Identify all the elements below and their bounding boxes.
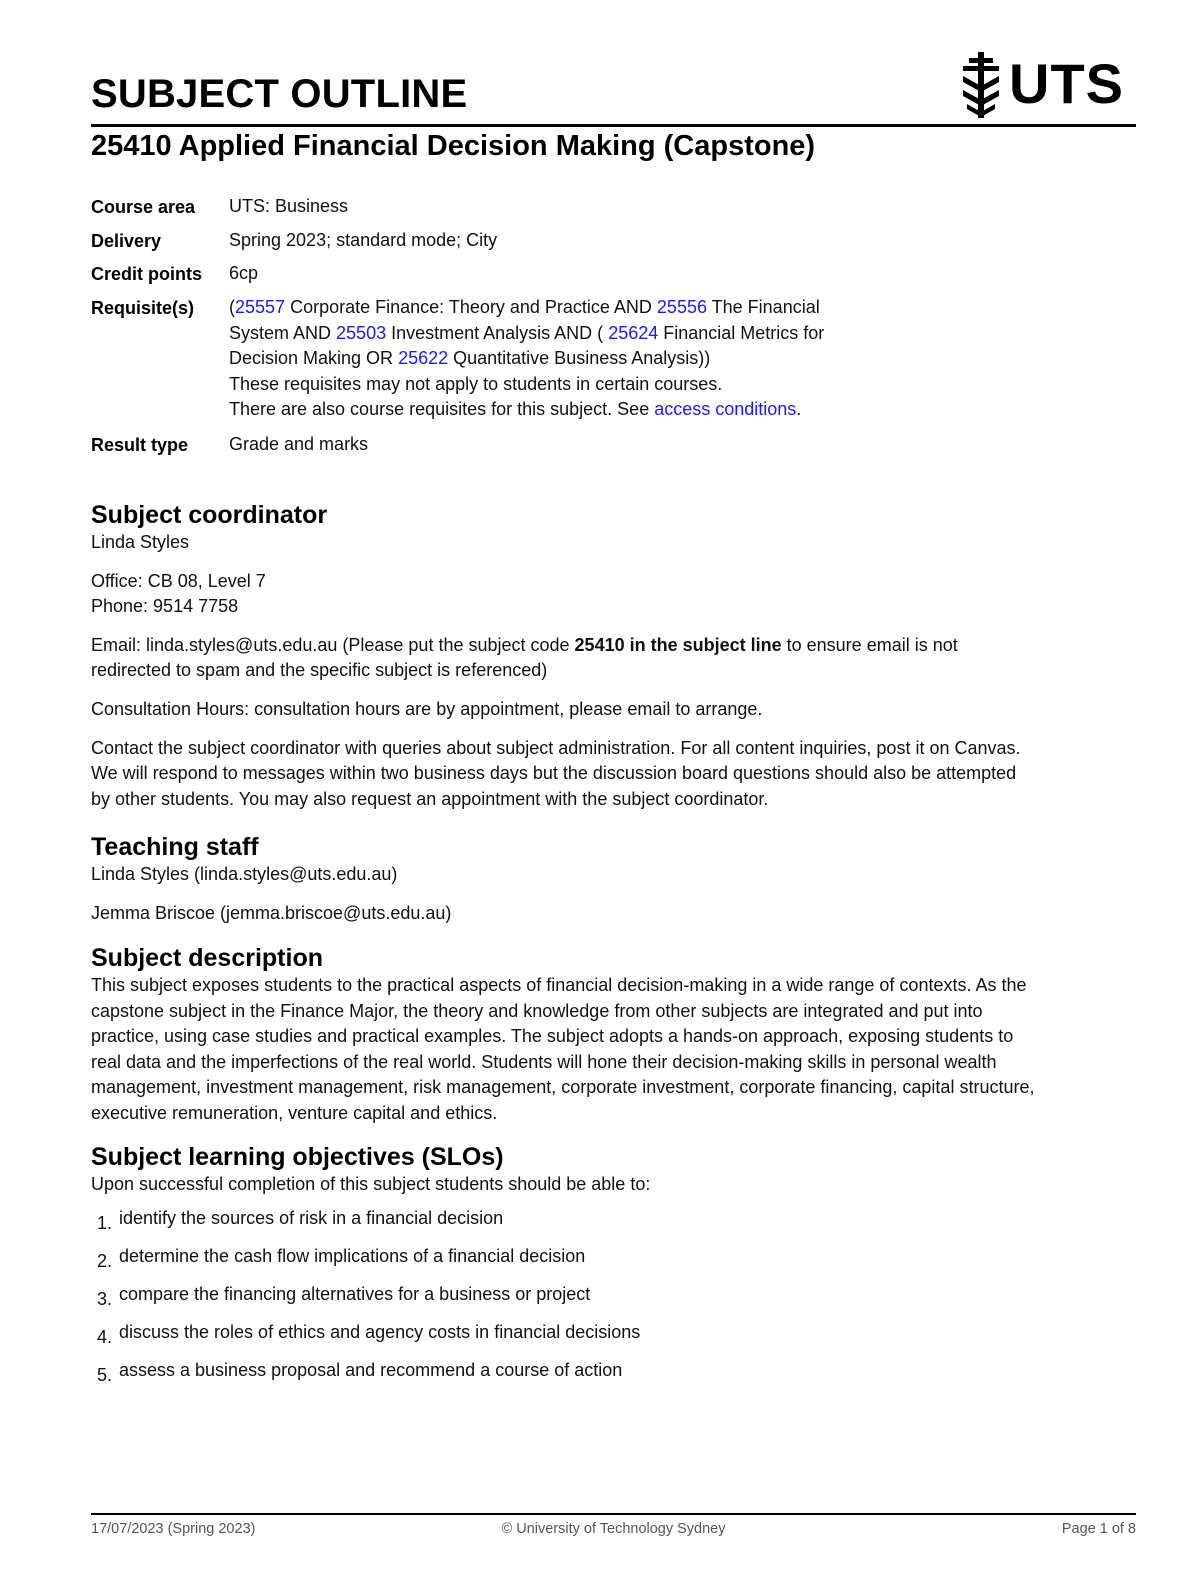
coordinator-phone: Phone: 9514 7758 xyxy=(91,596,239,617)
requisite-link-25556[interactable]: 25556 xyxy=(656,297,707,317)
description-line: practice, using case studies and practical examples. The subject adopts a hands-on approach, exposing students to xyxy=(91,1026,1014,1047)
requisite-link-25557[interactable]: 25557 xyxy=(235,297,286,317)
delivery-value: Spring 2023; standard mode; City xyxy=(229,230,498,250)
slo-text: identify the sources of risk in a financial decision xyxy=(119,1207,504,1228)
consultation-hours: Consultation Hours: consultation hours are by appointment, please email to arrange. xyxy=(91,698,763,719)
slo-item xyxy=(91,1205,1136,1243)
slo-number: 4. xyxy=(97,1326,113,1347)
staff-member-2: Jemma Briscoe (jemma.briscoe@uts.edu.au) xyxy=(91,902,452,923)
requisites-note-text: There are also course requisites for this subject. See xyxy=(229,399,655,419)
description-line: This subject exposes students to the practical aspects of financial decision-making in a wide range of contexts. As the xyxy=(91,975,1027,995)
access-conditions-link[interactable]: access conditions xyxy=(654,399,797,419)
coordinator-name: Linda Styles xyxy=(91,532,190,552)
footer-page-number: Page 1 of 8 xyxy=(1061,1521,1136,1537)
email-text: to ensure email is not xyxy=(781,634,958,655)
slo-item xyxy=(91,1281,1136,1319)
requisites-note-1: These requisites may not apply to students in certain courses. xyxy=(229,373,723,394)
subject-title: 25410 Applied Financial Decision Making (Capstone) xyxy=(91,130,816,162)
requisites-value xyxy=(229,295,824,423)
teaching-staff-heading: Teaching staff xyxy=(91,833,259,861)
uts-crest-icon xyxy=(959,52,1003,118)
credit-points-label: Credit points xyxy=(91,264,202,284)
slo-text: compare the financing alternatives for a business or project xyxy=(119,1283,591,1304)
requisite-link-25624[interactable]: 25624 xyxy=(608,322,659,343)
document-page xyxy=(91,0,1136,1590)
footer-date: 17/07/2023 (Spring 2023) xyxy=(91,1521,256,1537)
slos-list xyxy=(91,1205,1136,1395)
document-header xyxy=(91,52,1136,124)
coordinator-email xyxy=(91,633,1136,684)
requisites-text: The Financial xyxy=(706,297,820,317)
contact-line: We will respond to messages within two business days but the discussion board questions should also be attempted xyxy=(91,763,1017,784)
slo-item xyxy=(91,1243,1136,1281)
requisites-note-2 xyxy=(229,397,824,423)
teaching-staff-section xyxy=(91,832,1136,926)
requisites-text: Decision Making OR xyxy=(229,348,399,368)
email-subject-code: 25410 in the subject line xyxy=(574,634,782,655)
slo-number: 2. xyxy=(97,1250,113,1271)
contact-line: Contact the subject coordinator with queries about subject administration. For all content inquiries, post it on Canvas. xyxy=(91,737,1021,758)
requisites-text: Quantitative Business Analysis)) xyxy=(448,348,711,368)
slo-number: 1. xyxy=(97,1212,113,1233)
slo-number: 3. xyxy=(97,1288,113,1309)
requisites-paren: ( xyxy=(229,297,235,317)
document-title: SUBJECT OUTLINE xyxy=(91,72,468,116)
contact-line: by other students. You may also request an appointment with the subject coordinator. xyxy=(91,788,769,809)
course-area-label: Course area xyxy=(91,197,196,217)
requisites-text: Corporate Finance: Theory and Practice AND xyxy=(285,297,657,317)
uts-logo xyxy=(959,50,1134,120)
uts-logo-text: UTS xyxy=(1009,52,1124,115)
slo-text: assess a business proposal and recommend a course of action xyxy=(119,1359,623,1380)
coordinator-heading: Subject coordinator xyxy=(91,501,328,529)
description-text xyxy=(91,973,1136,1127)
contact-info xyxy=(91,736,1136,813)
description-line: real data and the imperfections of the real world. Students will hone their decision-making skills in personal wealth xyxy=(91,1051,997,1072)
requisites-text: System AND xyxy=(229,322,337,343)
slo-item xyxy=(91,1357,1136,1395)
requisites-text: Financial Metrics for xyxy=(658,322,825,343)
requisites-text: Investment Analysis AND ( xyxy=(386,322,609,343)
delivery-label: Delivery xyxy=(91,231,162,251)
slos-section xyxy=(91,1142,1136,1395)
email-text: Email: linda.styles@uts.edu.au (Please put the subject code xyxy=(91,634,575,655)
requisites-line-3 xyxy=(229,346,824,372)
description-line: management, investment management, risk management, corporate investment, corporate financing, capital structure, xyxy=(91,1077,1035,1098)
requisite-link-25622[interactable]: 25622 xyxy=(398,348,449,368)
email-text: redirected to spam and the specific subject is referenced) xyxy=(91,660,548,681)
footer-copyright: © University of Technology Sydney xyxy=(501,1521,726,1537)
result-type-value: Grade and marks xyxy=(229,434,369,454)
slo-number: 5. xyxy=(97,1364,113,1385)
description-section xyxy=(91,943,1136,1127)
description-line: executive remuneration, venture capital and ethics. xyxy=(91,1102,498,1123)
course-area-value: UTS: Business xyxy=(229,196,349,216)
requisites-line-2 xyxy=(229,321,824,347)
header-divider xyxy=(91,124,1136,127)
credit-points-value: 6cp xyxy=(229,263,259,283)
requisites-note-text: . xyxy=(796,399,802,419)
coordinator-section xyxy=(91,500,1136,812)
requisite-link-25503[interactable]: 25503 xyxy=(336,322,387,343)
staff-member-1: Linda Styles (linda.styles@uts.edu.au) xyxy=(91,864,398,884)
description-line: capstone subject in the Finance Major, the theory and knowledge from other subjects are integrated and put into xyxy=(91,1000,983,1021)
coordinator-office: Office: CB 08, Level 7 xyxy=(91,570,266,591)
requisites-line-1 xyxy=(229,295,824,321)
result-type-label: Result type xyxy=(91,435,189,455)
slo-text: determine the cash flow implications of a financial decision xyxy=(119,1245,586,1266)
slos-intro: Upon successful completion of this subject students should be able to: xyxy=(91,1174,651,1194)
slos-heading: Subject learning objectives (SLOs) xyxy=(91,1143,504,1171)
slo-text: discuss the roles of ethics and agency costs in financial decisions xyxy=(119,1321,641,1342)
description-heading: Subject description xyxy=(91,944,323,972)
slo-item xyxy=(91,1319,1136,1357)
requisites-label: Requisite(s) xyxy=(91,298,195,318)
footer-divider xyxy=(91,1513,1136,1515)
